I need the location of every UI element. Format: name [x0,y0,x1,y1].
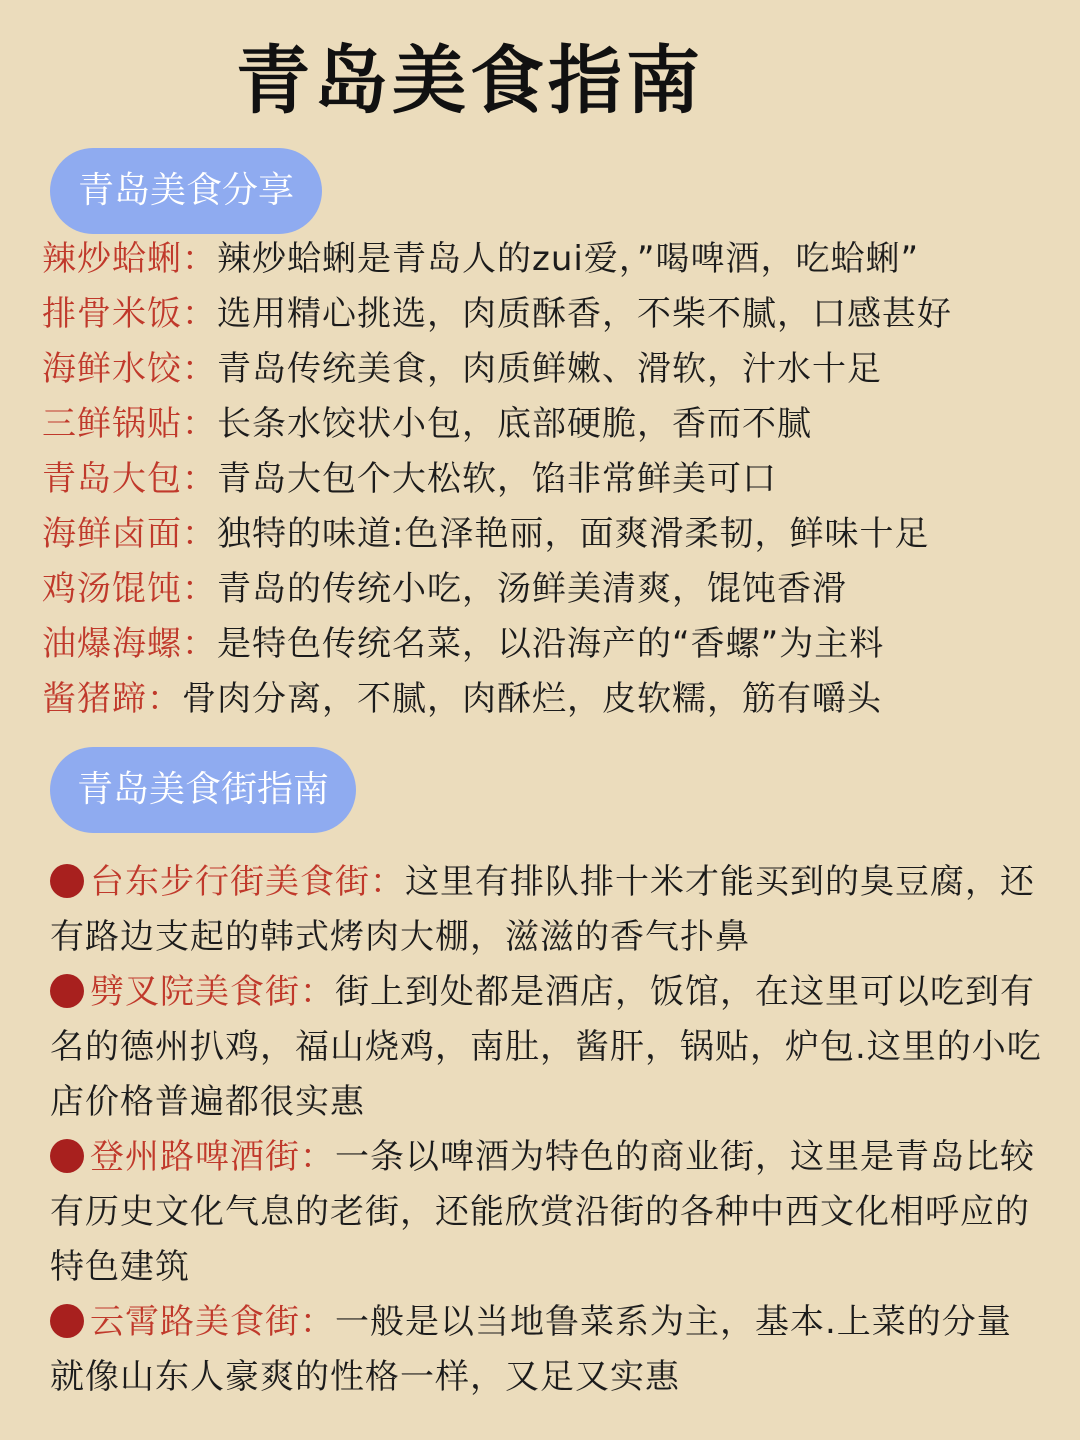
item-desc: 选用精心挑选，肉质酥香，不柴不腻，口感甚好 [217,294,952,334]
item-desc: 这里有排队排十米才能买到的臭豆腐，还有路边支起的韩式烤肉大棚，滋滋的香气扑鼻 [50,862,1035,957]
item-name: 台东步行街美食街 [90,862,370,902]
item-desc: 是特色传统名菜，以沿海产的“香螺”为主料 [217,624,885,664]
item-colon: ： [182,349,217,389]
item-colon: ： [182,514,217,554]
section-header-food-share: 青岛美食分享 [50,148,322,234]
list-item [42,507,1052,562]
item-desc: 辣炒蛤蜊是青岛人的zui爱，”喝啤酒，吃蛤蜊” [217,239,920,279]
item-desc: 街上到处都是酒店，饭馆，在这里可以吃到有名的德州扒鸡，福山烧鸡，南肚，酱肝，锅贴，炉包.这里的小吃店价格普遍都很实惠 [50,972,1042,1122]
item-colon: ： [182,569,217,609]
item-name: 三鲜锅贴 [42,404,182,444]
list-item [42,342,1052,397]
item-name: 油爆海螺 [42,624,182,664]
list-item [42,232,1052,287]
item-colon: ： [182,239,217,279]
list-item [42,562,1052,617]
item-name: 青岛大包 [42,459,182,499]
item-name: 酱猪蹄 [42,679,147,719]
item-desc: 长条水饺状小包，底部硬脆，香而不腻 [217,404,812,444]
item-name: 劈叉院美食街 [90,972,300,1012]
item-desc: 一般是以当地鲁菜系为主，基本.上菜的分量就像山东人豪爽的性格一样，又足又实惠 [50,1302,1012,1397]
item-name: 海鲜水饺 [42,349,182,389]
item-colon: ： [182,294,217,334]
list-item [50,1130,1045,1295]
list-item [42,672,1052,727]
page-title: 青岛美食指南 [236,38,704,124]
item-name: 登州路啤酒街 [90,1137,300,1177]
list-item [42,617,1052,672]
item-colon: ： [182,404,217,444]
red-dot-icon [50,1139,84,1173]
item-colon: ： [300,1137,335,1177]
red-dot-icon [50,864,84,898]
list-item [42,287,1052,342]
red-dot-icon [50,1304,84,1338]
item-desc: 青岛传统美食，肉质鲜嫩、滑软，汁水十足 [217,349,882,389]
street-list [50,855,1045,1405]
item-name: 鸡汤馄饨 [42,569,182,609]
red-dot-icon [50,974,84,1008]
list-item [42,452,1052,507]
item-desc: 一条以啤酒为特色的商业街，这里是青岛比较有历史文化气息的老街，还能欣赏沿街的各种中西文化相呼应的特色建筑 [50,1137,1035,1287]
item-desc: 独特的味道:色泽艳丽，面爽滑柔韧，鲜味十足 [217,514,930,554]
item-desc: 青岛大包个大松软，馅非常鲜美可口 [217,459,777,499]
list-item [42,397,1052,452]
item-colon: ： [300,972,335,1012]
item-desc: 青岛的传统小吃，汤鲜美清爽，馄饨香滑 [217,569,847,609]
item-colon: ： [300,1302,335,1342]
list-item [50,1295,1045,1405]
item-colon: ： [147,679,182,719]
item-name: 云霄路美食街 [90,1302,300,1342]
item-colon: ： [182,459,217,499]
list-item [50,965,1045,1130]
item-desc: 骨肉分离，不腻，肉酥烂，皮软糯，筋有嚼头 [182,679,882,719]
item-name: 排骨米饭 [42,294,182,334]
item-colon: ： [370,862,405,902]
item-name: 海鲜卤面 [42,514,182,554]
item-colon: ： [182,624,217,664]
item-name: 辣炒蛤蜊 [42,239,182,279]
list-item [50,855,1045,965]
food-list [42,232,1052,727]
section-header-food-street-guide: 青岛美食街指南 [50,747,356,833]
